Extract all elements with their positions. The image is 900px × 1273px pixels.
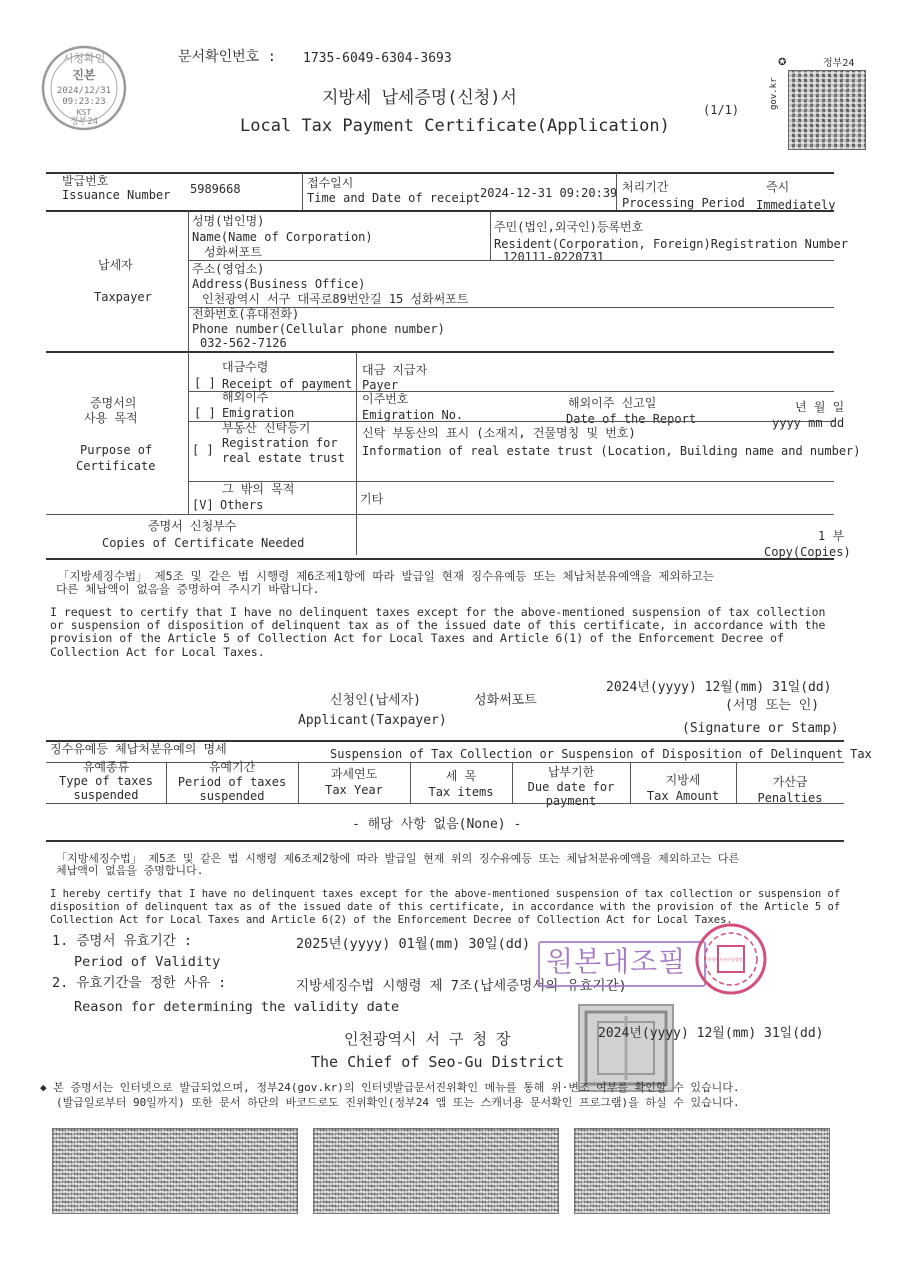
period-value-ko: 즉시 — [766, 180, 790, 194]
issuance-label-en: Issuance Number — [62, 188, 171, 202]
issuer-en: The Chief of Seo-Gu District — [311, 1053, 564, 1071]
report-date-en: Date of the Report — [566, 412, 697, 426]
title-ko: 지방세 납세증명(신청)서 — [322, 88, 517, 108]
col-year-ko: 과세연도 — [330, 767, 378, 781]
footer-line1: ◆ 본 증명서는 인터넷으로 발급되었으며, 정부24(gov.kr)의 인터넷발급문서진위확인 메뉴를 통해 위·변조 여부를 확인할 수 있습니다. — [40, 1081, 740, 1094]
regno-label-en: Resident(Corporation, Foreign)Registration Number — [494, 237, 849, 251]
copies-value-en: Copy(Copies) — [764, 545, 851, 559]
sign-label-en: (Signature or Stamp) — [682, 721, 839, 736]
address-value: 인천광역시 서구 대곡로89번안길 15 성화써포트 — [202, 292, 469, 306]
applicant-label-en: Applicant(Taxpayer) — [298, 713, 447, 728]
payer-label-en: Payer — [362, 378, 399, 392]
col-penalty-en1: Penalties — [757, 791, 823, 805]
period-label-en: Processing Period — [622, 196, 745, 210]
report-ymd-ko: 년 월 일 — [795, 400, 845, 414]
receipt-label-ko: 접수일시 — [307, 176, 354, 190]
request-en-line1: I request to certify that I have no delinquent taxes except for the above-mentioned suspension of tax collection — [50, 605, 826, 619]
col-period-en1: Period of taxes — [177, 775, 287, 789]
sign-label-ko: (서명 또는 인) — [725, 698, 820, 713]
name-label-ko: 성명(법인명) — [192, 214, 265, 228]
page-indicator: (1/1) — [703, 103, 740, 117]
request-ko-line1: 「지방세징수법」 제5조 및 같은 법 시행령 제6조제1항에 따라 발급일 현재 징수유예등 또는 체납처분유예액을 제외하고는 — [58, 569, 714, 583]
purpose-section-ko-1: 증명서의 — [90, 396, 137, 410]
trust-info-en: Information of real estate trust (Location, Building name and number) — [362, 444, 861, 458]
suspension-title-en: Suspension of Tax Collection or Suspension of Disposition of Delinquent Tax — [330, 747, 872, 761]
other-checkbox[interactable]: [V] — [192, 498, 214, 512]
validity-value: 2025년(yyyy) 01월(mm) 30일(dd) — [296, 936, 531, 952]
gov24-label: 정부24 — [823, 58, 855, 69]
payment-checkbox[interactable]: [ ] — [194, 376, 216, 390]
issuance-number: 5989668 — [190, 182, 241, 196]
col-type-en2: suspended — [73, 788, 139, 802]
col-items-ko: 세 목 — [445, 769, 477, 783]
emigration-no-en: Emigration No. — [362, 408, 464, 422]
validity-label-ko: 1. 증명서 유효기간 : — [52, 933, 193, 949]
address-label-ko: 주소(영업소) — [192, 262, 265, 276]
report-date-ko: 해외이주 신고일 — [568, 396, 657, 410]
stamp-date: 2024/12/31 — [56, 86, 112, 96]
barcode-3 — [574, 1128, 830, 1214]
stamp-tz: KST — [76, 108, 92, 117]
period-label-ko: 처리기간 — [622, 180, 669, 194]
issuance-label-ko: 발급번호 — [62, 174, 109, 188]
phone-label-ko: 전화번호(휴대전화) — [192, 307, 300, 321]
payer-label-ko: 대금 지급자 — [362, 363, 428, 377]
other-label-ko: 그 밖의 목적 — [222, 482, 295, 496]
payment-label-en: Receipt of payment — [222, 377, 353, 391]
request-date: 2024년(yyyy) 12월(mm) 31일(dd) — [606, 680, 832, 695]
emigration-label-ko: 해외이주 — [222, 390, 269, 404]
name-label-en: Name(Name of Corporation) — [192, 230, 373, 244]
report-ymd-en: yyyy mm dd — [772, 416, 845, 430]
footer-line2: (발급일로부터 90일까지) 또한 문서 하단의 바코드로도 진위확인(정부24 앱 또는 스캐너용 문서확인 프로그램)을 하실 수 있습니다. — [56, 1096, 740, 1109]
copies-value-ko: 1 부 — [818, 529, 845, 543]
phone-value: 032-562-7126 — [200, 336, 287, 350]
purpose-section-en-2: Certificate — [76, 459, 156, 473]
issuer-ko: 인천광역시 서 구 청 장 — [344, 1030, 511, 1048]
request-en-line2: or suspension of disposition of delinquent tax as of the issued date of this certificate, in accordance with the — [50, 618, 826, 632]
taxpayer-section-ko: 납세자 — [98, 258, 133, 272]
certify-en-line3: Collection Act for Local Taxes and Article 6(2) of the Enforcement Decree of Collection Act for Local Taxes. — [50, 914, 733, 926]
suspension-none: - 해당 사항 없음(None) - — [352, 817, 522, 832]
request-en-line4: Collection Act for Local Taxes. — [50, 645, 265, 659]
regno-value: 120111-0220731 — [503, 250, 605, 264]
taxpayer-name: 성화써포트 — [204, 245, 262, 259]
taxpayer-section-en: Taxpayer — [94, 290, 152, 304]
title-en: Local Tax Payment Certificate(Application) — [240, 116, 670, 136]
col-type-ko: 유예종류 — [82, 760, 130, 774]
table-top-border — [46, 172, 834, 174]
trust-label-ko: 부동산 신탁등기 — [222, 421, 311, 435]
certify-ko-line1: 「지방세징수법」 제5조 및 같은 법 시행령 제6조제2항에 따라 발급일 현재 위의 징수유예등 또는 체납처분유예액을 제외하고는 다른 — [56, 852, 740, 865]
col-due-en2: payment — [545, 794, 597, 808]
certify-en-line2: disposition of delinquent tax as of the issued date of this certificate, in accordance with the provision of the Article 5 of — [50, 901, 841, 913]
gov24-qr-code — [788, 70, 866, 150]
validity-label-en: Period of Validity — [74, 954, 221, 970]
purpose-section-ko-2: 사용 목적 — [84, 411, 138, 425]
phone-label-en: Phone number(Cellular phone number) — [192, 322, 445, 336]
gov24-logo-icon: ✪ — [778, 53, 787, 69]
emigration-no-ko: 이주번호 — [362, 392, 409, 406]
copies-label-ko: 증명서 신청부수 — [148, 519, 237, 533]
reason-label-en: Reason for determining the validity date — [74, 999, 400, 1015]
applicant-label-ko: 신청인(납세자) — [330, 693, 422, 708]
applicant-name: 성화써포트 — [474, 693, 537, 708]
payment-label-ko: 대금수령 — [222, 360, 269, 374]
request-ko-line2: 다른 체납액이 없음을 증명하여 주시기 바랍니다. — [56, 582, 320, 596]
receipt-label-en: Time and Date of receipt — [307, 191, 481, 205]
col-type-en1: Type of taxes — [59, 774, 153, 788]
col-period-ko: 유예기간 — [208, 760, 256, 774]
stamp-org: 정부24 — [69, 117, 99, 127]
doc-confirm-number: 1735-6049-6304-3693 — [303, 51, 452, 66]
col-year-en1: Tax Year — [325, 783, 383, 797]
barcode-1 — [52, 1128, 298, 1214]
receipt-datetime: 2024-12-31 09:20:39 — [480, 186, 618, 200]
reason-value: 지방세징수법 시행령 제 7조(납세증명서의 유효기간) — [296, 978, 627, 994]
trust-label-en-2: real estate trust — [222, 451, 345, 465]
issue-date: 2024년(yyyy) 12월(mm) 31일(dd) — [598, 1026, 824, 1041]
doc-confirm-label: 문서확인번호 : — [178, 49, 277, 65]
regno-label-ko: 주민(법인,외국인)등록번호 — [494, 220, 644, 234]
stamp-time: 09:23:23 — [62, 97, 106, 107]
address-label-en: Address(Business Office) — [192, 277, 366, 291]
other-value: 기타 — [360, 492, 384, 506]
emigration-label-en: Emigration — [222, 406, 295, 420]
gov24-url: gov.kr — [769, 77, 779, 110]
col-due-ko: 납부기한 — [547, 765, 595, 779]
col-amount-en1: Tax Amount — [646, 789, 720, 803]
period-value-en: Immediately — [756, 198, 836, 212]
col-items-en1: Tax items — [428, 785, 494, 799]
reason-label-ko: 2. 유효기간을 정한 사유 : — [52, 975, 227, 991]
official-seal-text: 인천광역시서구청장인 — [704, 957, 743, 962]
stamp-line2: 진본 — [72, 68, 96, 82]
stamp-line1: 시청확인 — [62, 52, 106, 65]
certify-ko-line2: 체납액이 없음을 증명합니다. — [56, 864, 204, 877]
certify-en-line1: I hereby certify that I have no delinquent taxes except for the above-mentioned suspension of tax collection or suspension of — [50, 888, 841, 900]
trust-info-ko: 신탁 부동산의 표시 (소재지, 건물명칭 및 번호) — [362, 426, 636, 440]
col-amount-ko: 지방세 — [665, 773, 701, 787]
col-period-en2: suspended — [199, 789, 265, 803]
col-due-en1: Due date for — [527, 780, 615, 794]
emigration-checkbox[interactable]: [ ] — [194, 406, 216, 420]
trust-checkbox[interactable]: [ ] — [192, 443, 214, 457]
request-en-line3: provision of the Article 5 of Collection Act for Local Taxes and Article 6(1) of the Enforcement Decree of — [50, 631, 784, 645]
original-copy-stamp-text: 원본대조필 — [546, 945, 687, 978]
suspension-title-ko: 징수유예등 체납처분유예의 명세 — [50, 742, 227, 756]
purpose-section-en-1: Purpose of — [80, 443, 153, 457]
trust-label-en-1: Registration for — [222, 436, 338, 450]
col-penalty-ko: 가산금 — [772, 775, 808, 789]
copies-label-en: Copies of Certificate Needed — [102, 536, 305, 550]
barcode-2 — [313, 1128, 559, 1214]
district-seal-icon — [578, 1004, 674, 1092]
other-label-en: Others — [220, 498, 264, 512]
